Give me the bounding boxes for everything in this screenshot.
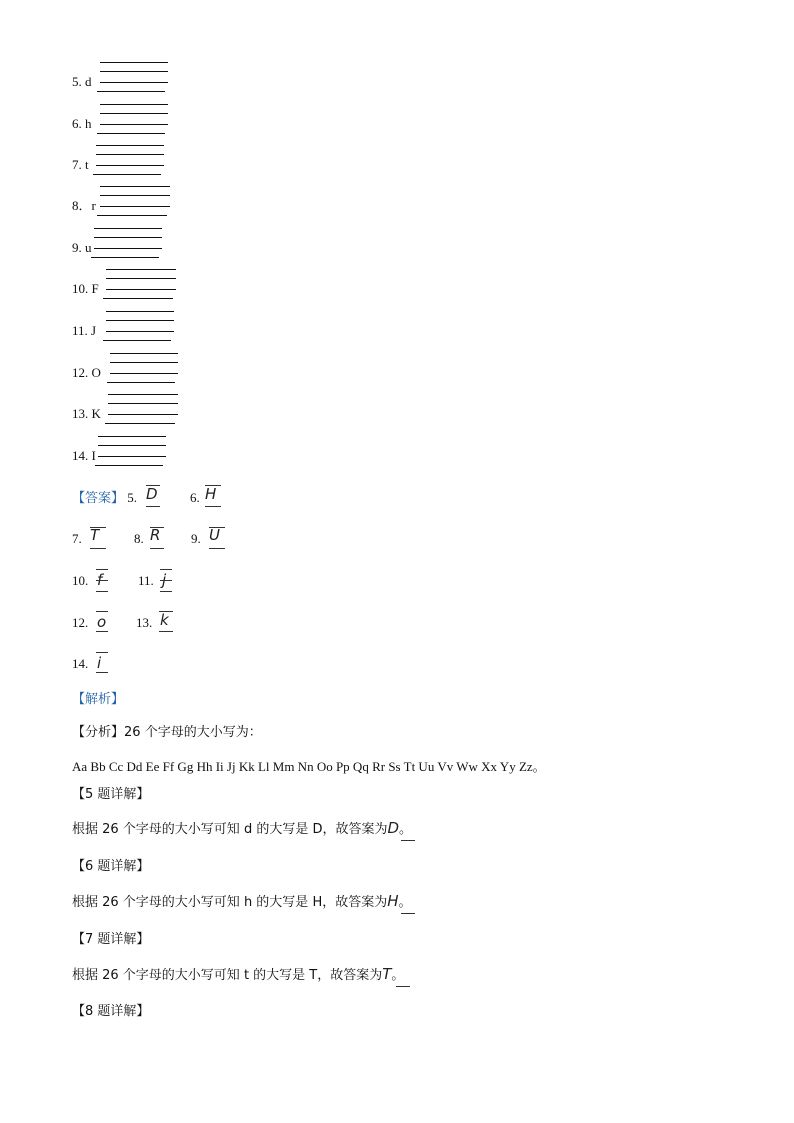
question-6: 6. h bbox=[72, 116, 92, 131]
grid-line bbox=[106, 311, 174, 312]
question-9: 9. u bbox=[72, 240, 92, 255]
detail-5-title: 【5 题详解】 bbox=[72, 787, 150, 802]
grid-line bbox=[97, 133, 165, 134]
grid-line bbox=[105, 423, 175, 424]
grid-line bbox=[98, 436, 166, 437]
answer-8-num: 8. bbox=[134, 531, 144, 546]
grid-line bbox=[110, 353, 178, 354]
answer-14-num: 14. bbox=[72, 656, 89, 671]
answer-6-hand: H bbox=[205, 485, 217, 503]
grid-line bbox=[110, 362, 178, 363]
answer-9-hand: U bbox=[209, 526, 220, 544]
grid-line bbox=[100, 124, 168, 125]
grid-line bbox=[108, 394, 178, 395]
grid-line bbox=[106, 320, 174, 321]
grid-line bbox=[95, 465, 163, 466]
grid-line bbox=[100, 104, 168, 105]
grid-line bbox=[98, 445, 166, 446]
answer-5-hand: D bbox=[146, 485, 158, 503]
question-5: 5. d bbox=[72, 74, 92, 89]
grid-line bbox=[96, 145, 164, 146]
grid-line bbox=[108, 403, 178, 404]
grid-line bbox=[91, 257, 159, 258]
alphabet-line: Aa Bb Cc Dd Ee Ff Gg Hh Ii Jj Kk Ll Mm Nn Oo Pp Qq Rr Ss Tt Uu Vv Ww Xx Yy Zz。 bbox=[72, 759, 546, 774]
detail-6-text: 根据 26 个字母的大小写可知 h 的大写是 H，故答案为H。 bbox=[72, 892, 412, 910]
answer-13-hand: k bbox=[160, 611, 169, 629]
answer-9-num: 9. bbox=[191, 531, 201, 546]
grid-line bbox=[103, 340, 171, 341]
grid-line bbox=[97, 91, 165, 92]
grid-line bbox=[106, 278, 176, 279]
grid-line bbox=[97, 215, 167, 216]
grid-line bbox=[100, 186, 170, 187]
fenxi-text: 26 个字母的大小写为： bbox=[124, 725, 262, 740]
detail-7-text: 根据 26 个字母的大小写可知 t 的大写是 T，故答案为T。 bbox=[72, 965, 405, 983]
detail-7-hand: T bbox=[382, 965, 392, 983]
answer-tag: 【答案】 bbox=[72, 491, 125, 506]
answer-5-num: 5. bbox=[127, 490, 138, 505]
detail-8-title: 【8 题详解】 bbox=[72, 1004, 150, 1019]
grid-line bbox=[100, 82, 168, 83]
fenxi-tag: 【分析】 bbox=[72, 725, 125, 740]
answer-10-hand: f bbox=[97, 571, 103, 589]
grid-line bbox=[96, 154, 164, 155]
grid-line bbox=[93, 174, 161, 175]
answer-row-1 bbox=[72, 489, 137, 508]
grid-line bbox=[100, 62, 168, 63]
detail-5-text: 根据 26 个字母的大小写可知 d 的大写是 D，故答案为D。 bbox=[72, 819, 413, 837]
grid-line bbox=[100, 113, 168, 114]
answer-11-num: 11. bbox=[138, 573, 154, 588]
answer-13-num: 13. bbox=[136, 615, 153, 630]
grid-line bbox=[96, 165, 164, 166]
detail-6-title: 【6 题详解】 bbox=[72, 859, 150, 874]
grid-line bbox=[106, 331, 174, 332]
grid-line bbox=[106, 269, 176, 270]
grid-line bbox=[107, 382, 175, 383]
grid-line bbox=[103, 298, 173, 299]
grid-line bbox=[110, 373, 178, 374]
answer-12-num: 12. bbox=[72, 615, 89, 630]
analysis-fenxi bbox=[72, 724, 262, 742]
question-14: 14. I bbox=[72, 448, 96, 463]
grid-line bbox=[94, 248, 162, 249]
answer-12-hand: o bbox=[97, 613, 107, 631]
question-10: 10. F bbox=[72, 281, 99, 296]
answer-7-hand: T bbox=[90, 526, 100, 544]
answer-7-num: 7. bbox=[72, 531, 82, 546]
grid-line bbox=[94, 237, 162, 238]
analysis-tag: 【解析】 bbox=[72, 692, 125, 707]
answer-6-num: 6. bbox=[190, 490, 200, 505]
answer-10-num: 10. bbox=[72, 573, 89, 588]
answer-11-hand: j bbox=[162, 571, 167, 589]
question-13: 13. K bbox=[72, 406, 101, 421]
grid-line bbox=[100, 195, 170, 196]
question-12: 12. O bbox=[72, 365, 101, 380]
grid-line bbox=[106, 289, 176, 290]
question-11: 11. J bbox=[72, 323, 97, 338]
grid-line bbox=[98, 456, 166, 457]
grid-line bbox=[100, 206, 170, 207]
detail-5-hand: D bbox=[387, 819, 400, 837]
detail-6-hand: H bbox=[387, 892, 399, 910]
question-8: 8．r bbox=[72, 198, 96, 213]
detail-7-title: 【7 题详解】 bbox=[72, 932, 150, 947]
grid-line bbox=[108, 414, 178, 415]
answer-14-hand: i bbox=[97, 654, 102, 672]
question-7: 7. t bbox=[72, 157, 89, 172]
grid-line bbox=[100, 71, 168, 72]
grid-line bbox=[94, 228, 162, 229]
answer-8-hand: R bbox=[150, 526, 161, 544]
